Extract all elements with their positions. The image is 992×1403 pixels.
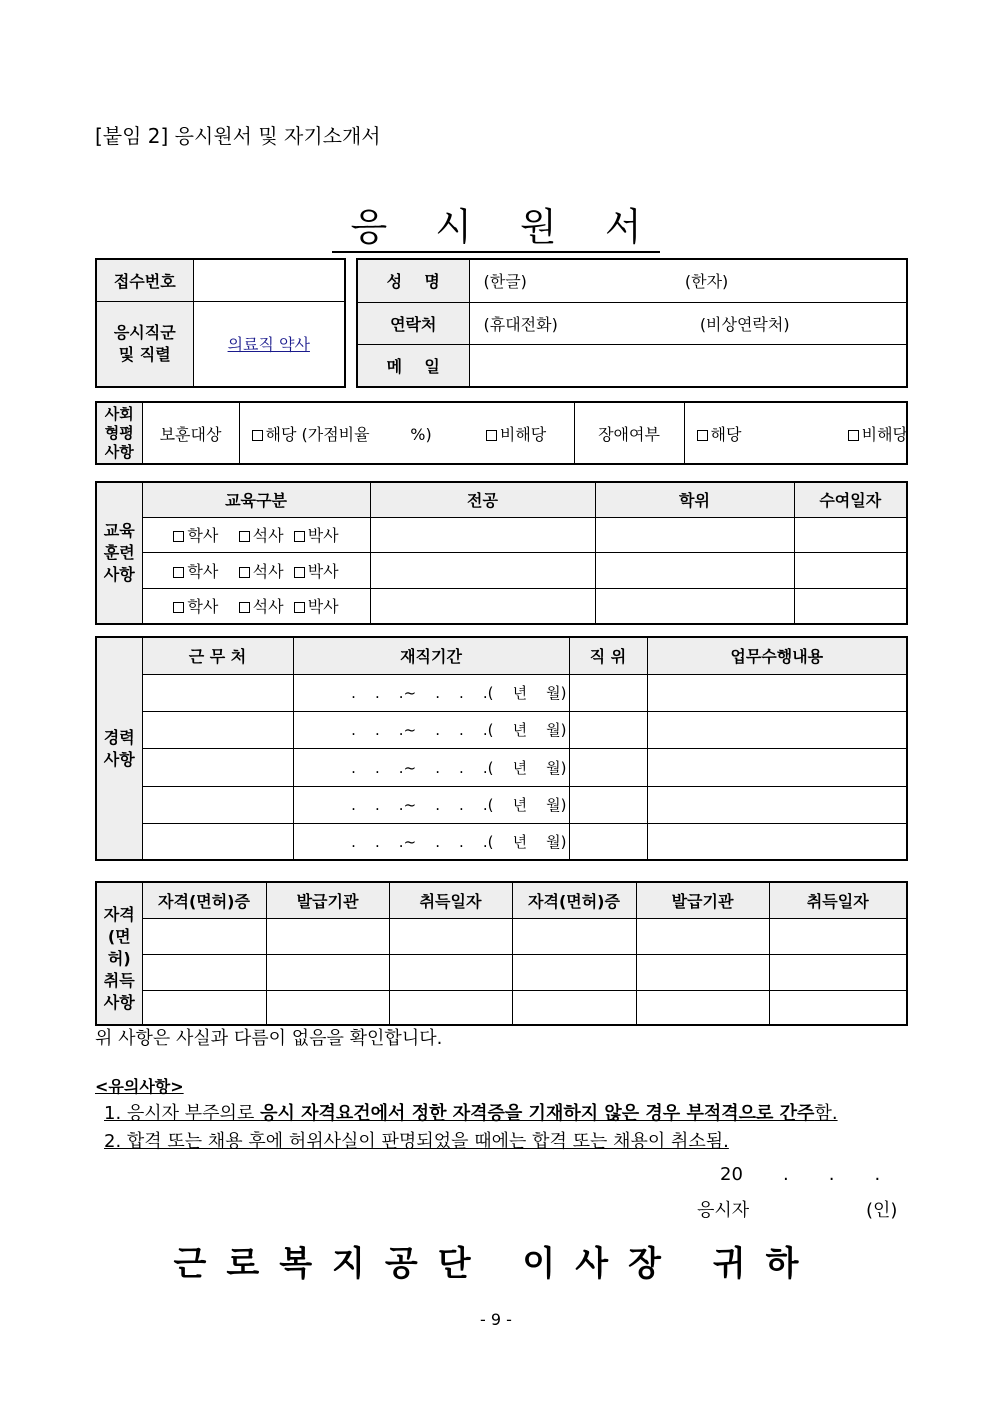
major-field[interactable] — [370, 517, 595, 552]
education-table — [95, 481, 908, 625]
license-name-field[interactable] — [512, 954, 636, 990]
veteran-yes-checkbox[interactable]: 해당 (가점비율 %) — [252, 425, 432, 444]
email-field[interactable] — [469, 344, 907, 387]
major-field[interactable] — [370, 552, 595, 588]
license-date-field[interactable] — [769, 954, 907, 990]
license-row — [96, 990, 907, 1025]
career-header-period: 재직기간 — [293, 637, 569, 674]
license-header-name-1: 자격(면허)증 — [142, 882, 266, 918]
degree-options — [142, 552, 370, 588]
license-row — [96, 954, 907, 990]
duties-field[interactable] — [647, 674, 907, 711]
position-field[interactable] — [569, 748, 647, 786]
attachment-label: [붙임 2] 응시원서 및 자기소개서 — [95, 124, 381, 148]
disability-yes-checkbox[interactable]: 해당 — [697, 425, 742, 444]
position-field[interactable] — [569, 786, 647, 823]
education-header-type: 교육구분 — [142, 482, 370, 517]
career-row — [96, 711, 907, 748]
license-issuer-field[interactable] — [266, 954, 389, 990]
degree-field[interactable] — [595, 517, 794, 552]
license-header-issuer-1: 발급기관 — [266, 882, 389, 918]
bachelor-checkbox[interactable]: 학사 — [173, 597, 218, 616]
notice-heading: <유의사항> — [95, 1077, 184, 1096]
period-field[interactable]: . . .~ . . .( 년 월) — [293, 711, 569, 748]
date-field[interactable] — [794, 517, 907, 552]
doctor-checkbox[interactable]: 박사 — [294, 597, 339, 616]
master-checkbox[interactable]: 석사 — [239, 562, 284, 581]
career-header-duties: 업무수행내용 — [647, 637, 907, 674]
date-field[interactable] — [794, 552, 907, 588]
master-checkbox[interactable]: 석사 — [239, 526, 284, 545]
license-name-field[interactable] — [142, 918, 266, 954]
major-field[interactable] — [370, 588, 595, 624]
license-header-name-2: 자격(면허)증 — [512, 882, 636, 918]
date-field[interactable] — [794, 588, 907, 624]
career-table — [95, 636, 908, 861]
license-header-date-1: 취득일자 — [389, 882, 512, 918]
disability-label: 장애여부 — [574, 402, 684, 464]
job-category-value[interactable]: 의료직 약사 — [193, 301, 345, 387]
duties-field[interactable] — [647, 786, 907, 823]
veteran-options — [239, 402, 574, 464]
doctor-checkbox[interactable]: 박사 — [294, 526, 339, 545]
receipt-table — [95, 258, 346, 388]
confirmation-statement: 위 사항은 사실과 다름이 없음을 확인합니다. — [95, 1028, 443, 1049]
veteran-label: 보훈대상 — [142, 402, 239, 464]
seal-mark: (인) — [866, 1200, 898, 1221]
duties-field[interactable] — [647, 823, 907, 860]
career-label: 경력 사항 — [96, 637, 142, 860]
receipt-number-field[interactable] — [193, 259, 345, 301]
license-date-field[interactable] — [769, 990, 907, 1025]
license-issuer-field[interactable] — [636, 954, 769, 990]
license-name-field[interactable] — [512, 918, 636, 954]
license-date-field[interactable] — [389, 918, 512, 954]
page-number: - 9 - — [480, 1310, 512, 1329]
disability-options — [684, 402, 907, 464]
contact-label: 연락처 — [357, 302, 469, 344]
bachelor-checkbox[interactable]: 학사 — [173, 562, 218, 581]
workplace-field[interactable] — [142, 823, 293, 860]
license-row — [96, 918, 907, 954]
doctor-checkbox[interactable]: 박사 — [294, 562, 339, 581]
email-label: 메 일 — [357, 344, 469, 387]
degree-options — [142, 517, 370, 552]
contact-field[interactable]: (휴대전화) (비상연락처) — [469, 302, 907, 344]
license-name-field[interactable] — [512, 990, 636, 1025]
license-date-field[interactable] — [389, 990, 512, 1025]
career-row — [96, 786, 907, 823]
period-field[interactable]: . . .~ . . .( 년 월) — [293, 748, 569, 786]
position-field[interactable] — [569, 711, 647, 748]
master-checkbox[interactable]: 석사 — [239, 597, 284, 616]
notice-item-1: 1. 응시자 부주의로 응시 자격요건에서 정한 자격증을 기재하지 않은 경우 부적격으로 간주함. — [104, 1103, 838, 1124]
workplace-field[interactable] — [142, 711, 293, 748]
veteran-no-checkbox[interactable]: 비해당 — [486, 425, 546, 444]
license-issuer-field[interactable] — [266, 990, 389, 1025]
license-name-field[interactable] — [142, 990, 266, 1025]
career-row — [96, 674, 907, 711]
license-table — [95, 881, 908, 1026]
license-header-date-2: 취득일자 — [769, 882, 907, 918]
form-title: 응 시 원 서 — [0, 196, 992, 251]
license-name-field[interactable] — [142, 954, 266, 990]
disability-no-checkbox[interactable]: 비해당 — [848, 425, 908, 444]
license-date-field[interactable] — [389, 954, 512, 990]
license-label: 자격 (면허) 취득 사항 — [96, 882, 142, 1025]
license-issuer-field[interactable] — [266, 918, 389, 954]
period-field[interactable]: . . .~ . . .( 년 월) — [293, 674, 569, 711]
period-field[interactable]: . . .~ . . .( 년 월) — [293, 823, 569, 860]
career-row — [96, 823, 907, 860]
notice-item-2: 2. 합격 또는 채용 후에 허위사실이 판명되었을 때에는 합격 또는 채용이 취소됨. — [104, 1131, 729, 1152]
license-header-issuer-2: 발급기관 — [636, 882, 769, 918]
position-field[interactable] — [569, 823, 647, 860]
receipt-number-label: 접수번호 — [96, 259, 193, 301]
workplace-field[interactable] — [142, 786, 293, 823]
education-header-degree: 학위 — [595, 482, 794, 517]
education-label: 교육 훈련 사항 — [96, 482, 142, 624]
applicant-label: 응시자 — [697, 1200, 750, 1221]
degree-field[interactable] — [595, 588, 794, 624]
license-issuer-field[interactable] — [636, 990, 769, 1025]
duties-field[interactable] — [647, 711, 907, 748]
personal-table — [356, 258, 908, 388]
workplace-field[interactable] — [142, 748, 293, 786]
duties-field[interactable] — [647, 748, 907, 786]
education-row — [96, 552, 907, 588]
education-row — [96, 517, 907, 552]
license-issuer-field[interactable] — [636, 918, 769, 954]
license-date-field[interactable] — [769, 918, 907, 954]
social-equity-table — [95, 401, 908, 465]
degree-field[interactable] — [595, 552, 794, 588]
career-header-position: 직 위 — [569, 637, 647, 674]
social-equity-label: 사회 형평 사항 — [96, 402, 142, 464]
period-field[interactable]: . . .~ . . .( 년 월) — [293, 786, 569, 823]
job-category-label: 응시직군 및 직렬 — [96, 301, 193, 387]
name-field[interactable]: (한글) (한자) — [469, 259, 907, 302]
education-header-major: 전공 — [370, 482, 595, 517]
bachelor-checkbox[interactable]: 학사 — [173, 526, 218, 545]
degree-options — [142, 588, 370, 624]
addressee: 근로복지공단 이사장 귀하 — [173, 1244, 819, 1284]
position-field[interactable] — [569, 674, 647, 711]
education-header-date: 수여일자 — [794, 482, 907, 517]
date-line[interactable]: 20 . . . — [720, 1164, 881, 1185]
career-row — [96, 748, 907, 786]
workplace-field[interactable] — [142, 674, 293, 711]
name-label: 성 명 — [357, 259, 469, 302]
career-header-workplace: 근 무 처 — [142, 637, 293, 674]
education-row — [96, 588, 907, 624]
